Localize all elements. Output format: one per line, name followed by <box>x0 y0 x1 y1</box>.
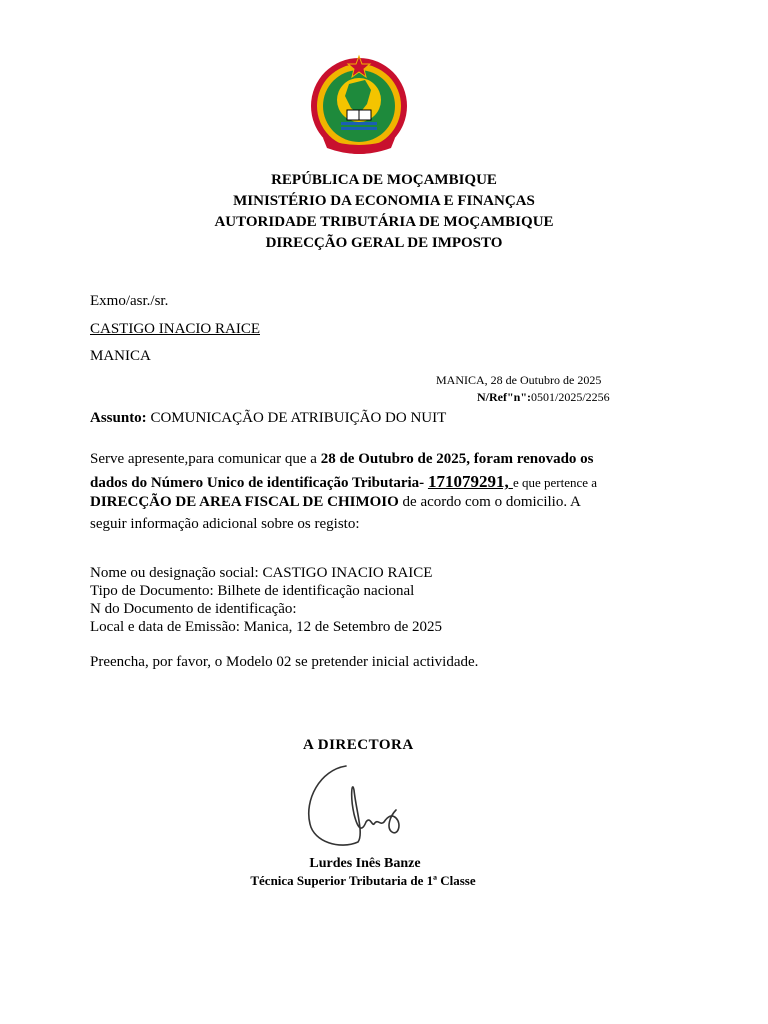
signature-title: A DIRECTORA <box>303 737 414 753</box>
header-directorate: DIRECÇÃO GERAL DE IMPOSTO <box>265 235 503 251</box>
info-doc-type: Tipo de Documento: Bilhete de identificação nacional <box>90 583 415 599</box>
document-header <box>0 170 768 254</box>
recipient-name: CASTIGO INACIO RAICE <box>90 321 260 337</box>
body-text-1: Serve apresente,para comunicar que a <box>90 451 321 467</box>
body-nuit-label: dados do Número Unico de identificação Tributaria- <box>90 475 428 491</box>
body-line-3 <box>90 494 581 511</box>
info-doc-number: N do Documento de identificação: <box>90 601 297 617</box>
note: Preencha, por favor, o Modelo 02 se pretender inicial actividade. <box>90 654 479 670</box>
body-text-2: e que pertence a <box>512 475 598 490</box>
info-name: Nome ou designação social: CASTIGO INACIO RAICE <box>90 565 433 581</box>
reference-label: N/Ref"n": <box>477 390 531 404</box>
info-issue: Local e data de Emissão: Manica, 12 de Setembro de 2025 <box>90 619 442 635</box>
header-authority: AUTORIDADE TRIBUTÁRIA DE MOÇAMBIQUE <box>214 214 554 230</box>
coat-of-arms-emblem <box>305 52 413 160</box>
body-text-3: de acordo com o domicilio. A <box>398 494 581 510</box>
handwritten-signature <box>300 760 415 852</box>
header-republic: REPÚBLICA DE MOÇAMBIQUE <box>271 172 497 188</box>
salutation: Exmo/asr./sr. <box>90 293 169 309</box>
date-line: MANICA, 28 de Outubro de 2025 <box>436 373 602 387</box>
nuit-number: 171079291, <box>427 472 513 491</box>
body-date-bold: 28 de Outubro de 2025, foram renovado os <box>320 451 594 467</box>
subject-label: Assunto: <box>90 410 147 426</box>
body-line-4: seguir informação adicional sobre os registo: <box>90 516 360 532</box>
signatory-name: Lurdes Inês Banze <box>309 856 421 871</box>
reference-value: 0501/2025/2256 <box>530 390 610 404</box>
body-line-1 <box>90 451 594 468</box>
header-ministry: MINISTÉRIO DA ECONOMIA E FINANÇAS <box>233 193 535 209</box>
reference <box>477 390 610 405</box>
body-line-2 <box>90 472 597 492</box>
subject-text: COMUNICAÇÃO DE ATRIBUIÇÃO DO NUIT <box>150 410 447 426</box>
recipient-location: MANICA <box>90 348 151 364</box>
body-office-bold: DIRECÇÃO DE AREA FISCAL DE CHIMOIO <box>90 494 399 510</box>
subject-line <box>90 410 446 427</box>
signatory-position: Técnica Superior Tributaria de 1ª Classe <box>250 873 476 888</box>
